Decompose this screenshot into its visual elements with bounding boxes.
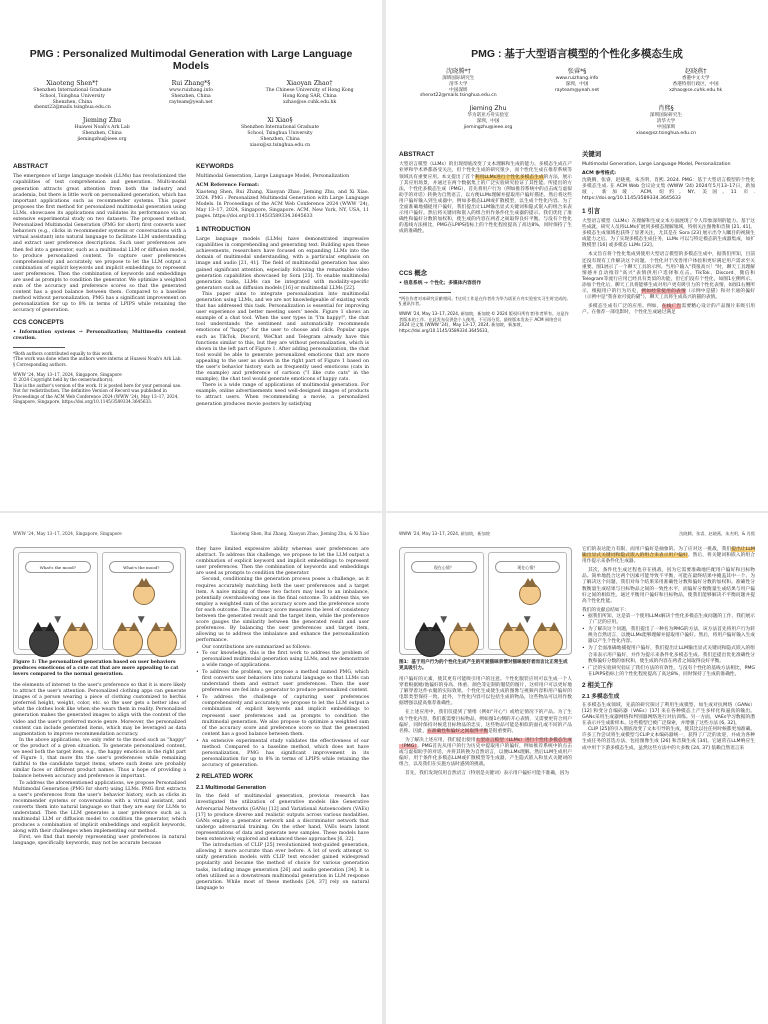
- footnote-rule: [399, 292, 451, 293]
- footnote: *Both authors contributed equally to this work.: [13, 350, 114, 356]
- cat-avatar-icon: [519, 583, 541, 605]
- highlight: 在准确性和偏好之间取得平衡: [427, 728, 489, 734]
- paragraph: 其次，条件化生成过程也存在挑战，因为它需要准确地匹配用户偏好和目标物品。简单地混合这两个因素可能导致不平衡，可能在最终结果中掩盖其中一个。为了解决这个问题，我们对每个结果采用准确性分数和偏好分数的加权和。准确性分数衡量生成结果与目标物品之间的一致性水平，而偏好分数衡量生成结果与用户偏好之间的相似性。通过平衡用户偏好和目标物品，使我们能够解决不平衡问题并提高个性化性能。: [582, 568, 755, 604]
- paragraph: Our contributions are summarized as follows:: [202, 644, 311, 650]
- ccs-text: • 信息系统 → 个性化；多媒体内容创作: [399, 280, 482, 286]
- author: Xi Xiao§ Shenzhen International Graduate School, Tsinghua University Shenzhen, China xiaox@sz.tsinghua.edu.cn: [240, 117, 320, 148]
- cat-emoticon-icon: [113, 627, 143, 657]
- page-1-chinese: [386, 0, 768, 511]
- keywords-heading: KEYWORDS: [196, 163, 234, 171]
- paper-title: PMG : 基于大型语言模型的个性化多模态生成: [471, 48, 683, 60]
- page-2-english: [0, 513, 382, 1024]
- figure-1: [399, 547, 572, 655]
- intro-heading: 1 INTRODUCTION: [196, 226, 251, 234]
- paragraph: 多模态生成有广泛的应用。例如，在线广告需要精心设计的产品图片来吸引用户。在推荐一部电影时，个性化生成通过满足: [582, 304, 755, 316]
- list-item: • To address the problem, we propose a method named PMG, which first converts user behaviors into natural language so that LLMs can understand them and extract user preferences. Then the user preferences are fed into a generator to produce personalized content.: [196, 670, 369, 694]
- author: Xiaoteng Shen*† Shenzhen International Graduate School, Tsinghua University Shenzhen, China shenxt22@mails.tsinghua.edu.cn: [33, 80, 112, 111]
- reference-format-heading: ACM 参考格式:: [582, 171, 616, 177]
- reference-format-text: Xiaoteng Shen, Rui Zhang, Xiaoyan Zhao, Jieming Zhu, and Xi Xiao. 2024. PMG : Personalized Multimodal Generation with Large Language Models. In Proceedings of the ACM Web Conference 2024 (WWW '24), May 13–17, 2024, Singapore, Singapore. ACM, New York, NY, USA, 11 pages. https://doi.org/10.1145/3589334.3645633: [196, 189, 369, 219]
- paragraph: 用户偏好的元素，使其更有可能吸引用户的注意。个性化服装应用可以生成一个人穿着根据她/他偏好的身高、体重、颜色等定制的服装的图片，这样用户可以更好地了解穿着这件衣服的实际效果。个性化生成使生成的图像与视频内容和用户偏好的电影类型保持一致。此外，个性化内容可以包括生成的物品，这些物品可以用作数据增强以提高推荐准确性。: [399, 677, 572, 707]
- reference-format-text: 沈晓腾，张睿，赵晓燕，朱杰明，肖熙. 2024. PMG：基于大型语言模型的个性化多模态生成. 在 ACM Web 会议论文集 (WWW '24) 2024年5月13–17日，新加坡，新加坡. ACM, 纽约, NY, 美国, 11 页. https://doi.org/10.1145/3589334.3645633: [582, 177, 755, 201]
- license-text: WWW '24, May 13–17, 2024, 新加坡，新加坡 © 2024 版权归所有者/作者所有。这是作者版本的工作。在此发布仅供您个人使用。不可再分发。最终版本发表于 ACM 网络会议 2024 论文集 (WWW '24)，May 13–17, 2024, 新加坡，新加坡，https://doi.org/10.1145/3589334.3645633。: [399, 311, 569, 333]
- abstract-heading: ABSTRACT: [399, 151, 435, 159]
- paragraph: To address the aforementioned applications, we propose Personalized Multimodal Generation (PMG for short) using LLMs. PMG first extracts a user's preferences from the user's behavior history, such as clicks in recommender systems or conversations with a virtual assistant, and converts them into natural language so that they are easy for LLMs to understand. Then the LLM generates a user preference such as a multimodal LLM or diffusion model to condition the generator, which produces a combination of implicit embeddings and explicit keywords, along with their challenges when implementing our method.: [13, 780, 186, 835]
- paragraph: First, we find that merely representing user preferences in natural language, specifically keywords, may not be accurate because: [13, 835, 186, 847]
- cat-emoticon-icon: [63, 627, 93, 657]
- down-arrow-icon: ▼: [137, 615, 145, 625]
- paragraph: 它们的表达能力有限，而用户偏好是抽象的。为了应对这一挑战，我们提出让LLM输出显式关键词和隐式嵌入的组合来表示用户偏好。然后，将关键词和嵌入的组合用作提示来条件化生成器。: [582, 547, 755, 565]
- author: Xiaoyan Zhao† The Chinese University of Hong Kong Hong Kong SAR, China xzhao@se.cuhk.edu.hk: [265, 80, 354, 105]
- paragraph: 本文旨在将个性化集成到使用大型语言模型的多模态生成中，据我们所知，目前还没有现有工作解决这个问题。个性化对于改善用户体验和更好满足用户需求至关重要。图1展示了一个聊天工具的示例。当用户输入"我很高兴！"时，聊天工具理解情感并自动推荐"高兴"表情供用户选择和点击。TikTok、Discord、微信和Telegram等流行应用已经具有类似的功能，但它们没有个性化，如图1左侧所示。添加个性化后，聊天工具将能够生成对用户更有吸引力的个性化表情，如图1右侧所示，根据用户的行为历史，例如经常使用的表情（示例中是猫）和对卡通的偏好（示例中是"我喜欢可爱的猫"），聊天工具将生成高兴的猫的表情。: [582, 252, 755, 301]
- down-arrow-icon: ▼: [54, 615, 62, 625]
- figure-1: [13, 547, 186, 655]
- author: Jieming Zhu 华为诺亚方舟实验室 深圳，中国 jiemingzhu@ieee.org: [463, 105, 513, 130]
- page-1-english: [0, 0, 382, 511]
- paragraph: CLIP [25]的引入彻底改变了文本引导的生成，使其比以往任何时候都更加准确。许多工作尝试将生成模型与CLIP文本编码器统一，获得了广泛的欢迎，并成为各种生成任务的首选方法，包括图像生成 [26] 和音频生成 [34]。它通常在LLM响应生成中用于下游多模态生成。虽然这些方法中的大多数 [24, 37] 依赖自然语言来: [582, 727, 755, 751]
- author: Jieming Zhu Huawei Noah's Ark Lab Shenzhen, China jiemingzhu@ieee.org: [74, 117, 130, 142]
- running-header: WWW '24, May 13–17, 2024, 新加坡，新加坡 沈晓腾，张睿，赵晓燕，朱杰明，& 肖熙: [399, 531, 755, 536]
- venue-line: WWW '24, May 13–17, 2024, Singapore, Singapore: [13, 371, 122, 377]
- speech-bubble: 现在心情？: [495, 561, 561, 573]
- figure-caption: 图1：基于用户行为的个性化生成产生的可爱猫咪表情对猫咪爱好者而言比正常生成更具吸引力。: [399, 660, 568, 671]
- figure-panel-personalized: [488, 552, 568, 650]
- footnote: § Corresponding authors.: [13, 361, 67, 367]
- highlight: 在线广告: [661, 304, 682, 310]
- keywords-text: Multimodal Generation, Large Language Model, Personalization: [582, 162, 731, 168]
- list-item: • 广泛的实验研究验证了我们方法的有效性。与没有个性化的基线方法相比，PMG在LPIPS指标上的个性化程度提高了高达8%，同时保持了生成的准确性。: [582, 666, 755, 678]
- paragraph: they have limited expressive ability whereas user preferences are abstract. To address this challenge, we propose to let the LLM output a combination of explicit keyword and implicit embeddings to represent user preferences. Then the combination of keywords and embeddings are used as prompts to condition the generator.: [196, 547, 369, 577]
- copyright-line: © 2024 Copyright held by the owner/author(s).: [13, 377, 114, 383]
- list-item: • 据我们所知，这是第一个使用LLMs解决个性化多模态生成问题的工作，我们展示了广泛的应用。: [582, 614, 755, 626]
- abstract-text: 大型语言模型（LLMs）的出现彻底改变了文本理解和生成的能力。多模态生成在产业界和学术界都备受关注，但个性化生成的研究很少，而个性化生成在推荐系统等领域具有重要应用。本文提出了首个利用LLMs进行个性化多模态生成的方法，展示了其应用场景，并通过在两个数据集上的广泛实验研究验证了其性能。所提出的方法，个性化多模态生成（PMG），首先将用户行为（例如推荐系统中的点击或与虚拟助手的对话）转换为自然语言，以方便LLMs理解并提取用户偏好描述。然后将这些用户偏好输入到生成器中，例如多模态LLM或扩散模型，以生成个性化内容。为了全面准确地捕捉用户偏好，我们提出让LLM输出显式关键词和隐式嵌入的组合来表示用户偏好。然后将关键词和嵌入的组合用作条件化生成器的提示。我们优化了准确性和偏好分数的加权和，使生成的内容在两者之间取得良好平衡。与没有个性化的基线方法相比，PMG在LPIPS指标上的个性化程度提高了高达8%，同时保持了生成的准确性。: [399, 162, 572, 235]
- cat-emoticon-icon: [449, 627, 479, 657]
- page-2-chinese: [386, 513, 768, 1024]
- paragraph: 大型语言模型（LLMs）在理解和生成文本方面展现了令人印象深刻的能力。基于这些成就，研究人员将LLMs扩展到多模态理解领域，特别关注图像和音频 [21, 41]。多模态生成领域也获得了显著关注，尤其是在 Sora [23] 展示出令人瞩目的视频生成能力之后。为了实现多模态生成任务，LLMs 可以与特定模态的生成器集成，如扩散模型 [16] 或多模态 LLMs [22]。: [582, 218, 755, 249]
- cat-emoticon-icon: [29, 627, 59, 657]
- footnote: *两位作者对本研究贡献相同。†这项工作是在作者作为华为诺亚方舟实验室实习生时完成的。§ 通讯作者。: [399, 295, 571, 306]
- figure-caption: Figure 1: The personalized generation based on user behaviors produces emoticons of a cute cat that are more appealing to cat lovers compared to the normal generation.: [13, 660, 179, 677]
- author: 沈晓腾*† 深圳国际研究生 清华大学 中国深圳 shenxt22@mails.tsinghua.edu.cn: [420, 68, 497, 99]
- author: 肖熙§ 深圳国际研究生 清华大学 中国深圳 xiaox@sz.tsinghua.edu.cn: [635, 105, 696, 136]
- paragraph: Second, conditioning the generation process poses a challenge, as it requires accurately matching both the user preferences and a target item. A naive mixing of these two factors may lead to an imbalance, potentially overshadowing one in the final outcome. To address this, we employ a weighted sum of the accuracy score and the preference score for each outcome. The accuracy score measures the level of consistency between the generated result and the target item, while the preference score gauges the similarity between the generated result and user preferences. By balancing the user preferences and target item, allowing us to address the imbalance and enhance the personalization performance.: [196, 577, 369, 644]
- section-heading: 2 RELATED WORK: [196, 773, 254, 781]
- paragraph: The introduction of CLIP [25] revolutionized text-guided generation, allowing it more accurate than ever before. A lot of work attempt to unify generation models with CLIP text encoder gained widespread popularity and became the method of choice for various generation tasks, including image generation [26] and audio generation [34]. It is often utilized as a downstream multimodal generation in LLM response generation. While most of these methods [24, 37] rely on natural language to: [196, 843, 369, 891]
- list-item: • 为了解决这个问题，我们提出了一种名为PMG的方法，该方法首先将用户行为转换为自然语言，以便LLMs能够理解并提取用户偏好。然后，将用户偏好输入生成器以产生个性化内容。: [582, 627, 755, 645]
- figure-panel-personalized: [102, 552, 182, 650]
- author-block: [399, 68, 755, 142]
- speech-bubble: What's the mood?: [109, 561, 175, 573]
- highlight: 大型语言模型（LLMs）进行个性化多模态生成（PMG）: [399, 737, 572, 749]
- list-item: • 为了全面准确地捕捉用户偏好，我们提出让LLM输出显式关键词和隐式嵌入的组合来表示用户偏好，并作为提示来条件化多模态生成。我们还提出优化准确性分数和偏好分数的加权和，使生成的内容在两者之间取得良好平衡。: [582, 646, 755, 664]
- contribution-list: [582, 614, 755, 678]
- keywords-text: Multimodal Generation, Large Language Model, Personalization: [196, 174, 350, 180]
- keywords-heading: 关键词: [582, 151, 602, 159]
- footnote: †The work was done when the authors were interns at Huawei Noah's Ark Lab.: [13, 356, 182, 362]
- highlight: 利用LLMs进行个性化多模态生成: [474, 174, 544, 180]
- highlight: 例如经常使用的表情: [641, 288, 686, 294]
- reference-format-heading: ACM Reference Format:: [196, 183, 259, 189]
- cat-emoticon-icon: [499, 627, 529, 657]
- paragraph: 首先，我们发现仅用自然语言（特别是关键词）表示用户偏好可能不准确，因为: [405, 771, 570, 777]
- speech-bubble: What's the mood?: [25, 561, 91, 573]
- license-text: This is the author's version of the work. It is posted here for your personal use. Not for redistribution. The definitive Version of Record was published in Proceedings of the ACM Web Conference 2024 (WWW '24), May 13–17, 2024, Singapore, Singapore, https://doi.org/10.1145/3589334.3645633.: [13, 382, 182, 404]
- cat-emoticon-icon: [415, 627, 445, 657]
- subsection-heading: 2.1 Multimodal Generation: [196, 785, 266, 792]
- abstract-text: The emergence of large language models (LLMs) has revolutionized the capabilities of text comprehension and generation. Multi-modal generation attracts great attention from both the industry and academia, but there is little work on personalized generation, which has important applications such as recommender systems. This paper proposes the first method for personalized multimodal generation using LLMs, showcases its applications and validates its performance via an extensive experimental study on two datasets. The proposed method, Personalized Multimodal Generation (PMG for short) first converts user behaviors (e.g., clicks in recommender systems or conversations with a virtual assistant) into natural language to facilitate LLM understanding and extract user preference descriptions. Such user preferences are then fed into a generator, such as a multimodal LLM or diffusion model, to produce personalized content. To capture user preferences comprehensively and accurately, we propose to let the LLM output a combination of explicit keywords and implicit embeddings to represent user preferences. Then the combination of keywords and embeddings are used as prompts to condition the generator. We optimize a weighted sum of the accuracy and preference scores so that the generated content has a good balance between them. Compared to a baseline method without personalization, PMG has a significant improvement on personalization for up to 8% in terms of LPIPS while retaining the accuracy of generation.: [13, 174, 186, 314]
- paragraph: 在上述应用中，我们仅提到了情绪（例如"开心"）或给定情况下的产品。为了生成个性化内容，我们既需要目标物品，例如图1右侧的开心表情，又需要更符合用户偏好，同时保持对候选目标物品的忠实，这些物品可能是相似的面孔或不同的产品名称。因此，在准确性和偏好之间取得平衡是很重要的。: [399, 710, 572, 734]
- down-arrow-icon: ▼: [523, 615, 531, 625]
- paragraph: the elements of interest to the user's preference so that it is more likely to attract the user's attention. Personalized clothing apps can generate images of a person wearing a piece of clothing customized to her/his preferred height, weight, color, etc. so the user gets a better idea of what the clothes look like when she wears them in reality. Personalized generation makes the generated images to align with the content of the video and the user's preferred movie genre. Moreover, the personalized content can include generated items, which may be leveraged as data augmentation to improve recommendation accuracy.: [13, 683, 186, 737]
- author: 张睿*§ www.ruizhang.info 深圳，中国 rayteam@yeah.net: [554, 68, 600, 93]
- contribution-list: [196, 651, 369, 770]
- paragraph: 在多模态生成领域，先前的研究探讨了利用生成模型，如生成对抗网络（GANs）[12] 和变分自编码器（VAEs）[17] 来在各种模态上产生多样化和逼真的输出。GANs采用生成器网络和判别器网络进行对抗训练。另一方面，VAEs学习数据的潜在表示并生成新样本。这些模型已被广泛探索，并增强了这些方法 [6, 32]。: [582, 702, 755, 727]
- paragraph: 为了解决上述应用，我们提出使用大型语言模型（LLMs）进行个性化多模态生成（PMG）。PMG首先从用户的行为历史中提取用户的偏好，例如推荐系统中的点击或与虚拟助手的对话，并将其转换为自然语言，以便LLMs理解。然后LLM生成用户偏好，用于条件化多模态LLM或扩散模型等生成器，产生隐式嵌入和显式关键词的组合，以及我们在实施方法时遇到的挑战。: [399, 737, 572, 768]
- footnote-rule: [13, 347, 65, 348]
- figure-panel-normal: [404, 552, 484, 650]
- paragraph: There is a wide range of applications of multimodal generation. For example, online advertisements need well-designed images of products to attract users. When recommending a movie, a personalized generation produces movie posters by satisfying: [196, 383, 369, 407]
- cat-emoticon-icon: [533, 627, 563, 657]
- paragraph: In the field of multimodal generation, previous research has investigated the utilization of generative models like Generative Adversarial Networks (GANs) [12] and Variational Autoencoders (VAEs) [17] to produce diverse and realistic outputs across various modalities. GANs employ a generator network and a discriminator network that undergo adversarial training. On the other hand, VAEs learn latent representations of data and generate new samples. These models have been extensively explored and enhanced these approaches [6, 32].: [196, 794, 369, 843]
- list-item: • To address the challenge of capturing user preferences comprehensively and accurately, we propose to let the LLM output a combination of explicit keywords and implicit embeddings to represent user preferences and as prompts to condition the multimodal generation. We also propose to optimize a weighted sum of the accuracy score and preference score so that the generated content has a good balance between them.: [196, 695, 369, 738]
- list-item: • To our knowledge, this is the first work to address the problem of personalized multimodal generation using LLMs, and we demonstrate a wide range of applications.: [196, 651, 369, 669]
- cat-avatar-icon: [133, 583, 155, 605]
- abstract-heading: ABSTRACT: [13, 163, 49, 171]
- cat-emoticon-icon: [147, 627, 177, 657]
- paragraph: This paper aims to integrate personalization into multimodal generation using LLMs, and we are not knowledgeable of existing work that has addressed this task. Personalization is essential for improving user experience and better meeting users' needs. Figure 1 shows an example of a chat tool. When the user types in "I'm happy!", the chat tool understands the sentiment and automatically recommends emoticons of "happy" for the user to choose and click. Popular apps such as TikTok, Discord, WeChat and Telegram already have this functions similar to this, but they are without personalization, which is shown in the left part of Figure 1. After adding personalization, the chat tool would be able to generate personalized emoticons that are more appealing to the user as shown in the right part of Figure 1 based on the user's behavior history such as frequently used emoticons (cats in the example) and preference of cartoon ("I like cute cats" in the example), the chat tool would generate emoticons of happy cats.: [196, 291, 369, 383]
- author: Rui Zhang*§ www.ruizhang.info Shenzhen, China rayteam@yeah.net: [169, 80, 213, 105]
- down-arrow-icon: ▼: [440, 615, 448, 625]
- paper-title: PMG : Personalized Multimodal Generation with Large Language Models: [29, 48, 353, 72]
- figure-panel-normal: [18, 552, 98, 650]
- running-header: WWW '24, May 13–17, 2024, Singapore, Singapore Xiaoteng Shen, Rui Zhang, Xiaoyan Zhao, Jieming Zhu, & Xi Xiao: [13, 531, 369, 536]
- highlight: 提出让LLM输出显式关键词和隐式嵌入的组合来表示用户偏好: [582, 547, 755, 559]
- subsection-heading: 2.1 多模态生成: [582, 693, 620, 700]
- ccs-heading: CCS 概念: [399, 269, 428, 277]
- section-heading: 2 相关工作: [582, 681, 613, 689]
- paragraph: In the above applications, we only refer to the mood such as "happy" or the product of a given situation. To generate personalized content, we need both the target item, e.g., the happy emoticon in the right part of Figure 1, that more fits the user's preferences while remaining faithful to the candidate target items, where such items are probably similar faces or different product names. Thus a hope of providing a balance between accuracy and preference is important.: [13, 737, 186, 780]
- ccs-heading: CCS CONCEPTS: [13, 318, 64, 326]
- ccs-text: • Information systems → Personalization; Multimedia content creation.: [13, 329, 186, 341]
- paragraph: Large language models (LLMs) have demonstrated impressive capabilities in comprehending and generating text. Building upon these achievements, researchers have focused on expanding LLMs into the domain of multimodal understanding, with a particular emphasis on image and audio [21, 41]. The field of multimodal generation has also gained significant attention, especially following the remarkable video generation capabilities showcased by Sora [23]. To enable multimodal generation tasks, LLMs can be integrated with modality-specific generators such as diffusion models [16] or multimodal LLMs [22].: [196, 237, 369, 291]
- author-block: [13, 80, 369, 154]
- speech-bubble: 现在心情？: [411, 561, 477, 573]
- list-item: • An extensive experimental study validates the effectiveness of our method. Compared to a baseline method, which does not have personalization, PMG has significant improvement in its personalization for up to 8% in terms of LPIPS while retaining the accuracy of generation.: [196, 739, 369, 769]
- paragraph: 我们的贡献总结如下：: [582, 607, 629, 613]
- author: 赵晓燕† 香港中文大学 香港特别行政区，中国 xzhao@se.cuhk.edu.hk: [669, 68, 723, 93]
- intro-heading: 1 引言: [582, 207, 601, 215]
